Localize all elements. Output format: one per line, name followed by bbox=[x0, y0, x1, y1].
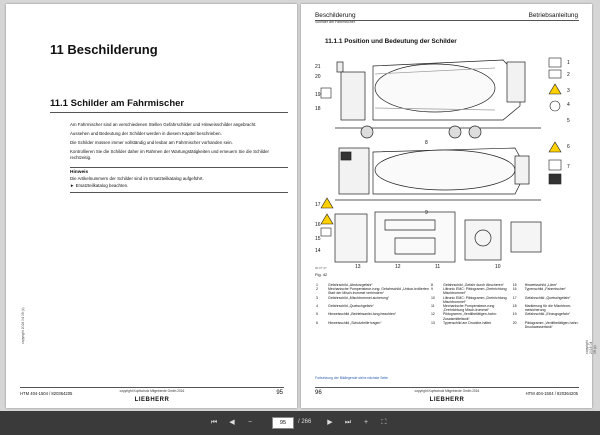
left-page bbox=[6, 4, 297, 408]
liebherr-logo: LIEBHERR bbox=[134, 397, 170, 403]
side-code-right: copyright 2016 04 09 (c) bbox=[585, 340, 597, 354]
legend-table bbox=[315, 283, 585, 329]
last-page-icon[interactable]: ⏭ bbox=[344, 419, 352, 426]
total-pages: / 266 bbox=[298, 419, 312, 425]
callout-14: 14 bbox=[315, 248, 321, 254]
figure-label: Fig. 42 bbox=[315, 272, 328, 277]
truck-top-view bbox=[335, 148, 541, 200]
callout-9: 9 bbox=[425, 210, 428, 216]
section-divider bbox=[50, 112, 288, 113]
page-number-input[interactable]: 95 bbox=[272, 417, 294, 429]
paragraph-4: Kontrollieren Sie die Schilder daher im Rahmen der Wartungstätigkeiten und erneuern Sie die Schilder rechtzeitig. bbox=[70, 149, 269, 160]
footer-doc-number: HTM 404-1504 / 820364205 bbox=[20, 391, 73, 396]
callout-19: 19 bbox=[315, 92, 321, 98]
paragraph-2: Aussehen und Bedeutung der Schilder werden in diesem Kapitel beschrieben. bbox=[70, 131, 222, 136]
callout-20: 20 bbox=[315, 74, 321, 80]
page-number: 95 bbox=[276, 390, 283, 396]
callout-13: 13 bbox=[355, 264, 361, 270]
first-page-icon[interactable]: ⏮ bbox=[210, 419, 218, 426]
subsection-title: 11.1.1 Position und Bedeutung der Schilder bbox=[325, 38, 457, 45]
truck-mixer-figure bbox=[315, 48, 577, 270]
callout-2: 2 bbox=[567, 72, 570, 78]
section-title: 11.1 Schilder am Fahrmischer bbox=[50, 98, 185, 109]
callout-3: 3 bbox=[567, 88, 570, 94]
legend-row: 1 Gefahrschild „Absturzgefahr“ 8 Gefahrschild „Gefahr durch Abscheren“ 15 Hinweisschild „Lärm“ bbox=[316, 283, 558, 287]
zoom-in-icon[interactable]: + bbox=[363, 419, 369, 426]
legend-row: 2 Mechanische Pumpensteue-rung: Gefahrschild „Unkon-trollierten Start der Misch-trommel verhindern“ 9 Liltronic EMC: Piktogramm „Drehrichtung Mischtrommel“ 16 Typenschild „Fahrmischer“ bbox=[316, 287, 566, 296]
callout-16: 16 bbox=[315, 222, 321, 228]
legend-continuation-link[interactable]: Fortsetzung der Bildlegende siehe nächste Seite bbox=[315, 376, 388, 380]
viewer-toolbar bbox=[0, 411, 600, 435]
callout-10: 10 bbox=[495, 264, 501, 270]
footer-divider-right bbox=[315, 387, 579, 388]
footer-copyright-right: copyright Kopfschutz Mitgebende Gmbh 2016 bbox=[414, 389, 480, 393]
header-right: Betriebsanleitung bbox=[528, 12, 578, 19]
callout-4: 4 bbox=[567, 102, 570, 108]
chapter-title: 11 Beschilderung bbox=[50, 42, 158, 57]
liebherr-logo-right: LIEBHERR bbox=[429, 397, 465, 403]
callout-18: 18 bbox=[315, 106, 321, 112]
right-page bbox=[301, 4, 597, 408]
footer-copyright: copyright Kopfschutz Mitgebende Gmbh 2016 bbox=[119, 389, 185, 393]
prev-page-icon[interactable]: ◀ bbox=[229, 419, 235, 426]
arrow-icon: ► bbox=[70, 183, 76, 188]
page-number-right: 96 bbox=[315, 390, 322, 396]
callout-17: 17 bbox=[315, 202, 321, 208]
callout-11: 11 bbox=[435, 264, 441, 270]
callout-7: 7 bbox=[567, 164, 570, 170]
footer-doc-number-right: HTM 404-1504 / 820364205 bbox=[525, 391, 578, 396]
truck-side-view bbox=[335, 60, 541, 138]
paragraph-3: Die Schilder müssen immer vollständig und lesbar am Fahrmischer vorhanden sein. bbox=[70, 140, 233, 145]
next-page-icon[interactable]: ▶ bbox=[327, 419, 333, 426]
note-title: Hinweis bbox=[70, 170, 89, 175]
detail-views bbox=[335, 212, 541, 262]
legend-row: 4 Gefahrschild „Quetschgefahr“ 11 Mechanische Pumpensteue-rung „Drehrichtung Misch-trommel“ 18 Markierung für die Mischtrom-melsicherung bbox=[316, 304, 572, 313]
callout-21: 21 bbox=[315, 64, 321, 70]
callout-6: 6 bbox=[567, 144, 570, 150]
legend-row: 3 Gefahrschild „Mischtrommel-sicherung“ 10 Liltronic EMC: Piktogramm „Drehrichtung Mischtrommel“ 17 Gefahrschild „Quetschgefahr“ bbox=[316, 295, 571, 304]
figure-code: 90 07 07 bbox=[315, 266, 327, 270]
legend-row: 6 Hinweisschild „Schutzbrille tragen“ 13 Typenschild am Druckbe-hälter 20 Piktogramm „Ventilbetätigen-hahn: Druckwassertank“ bbox=[316, 320, 579, 330]
header-left: Beschilderung bbox=[315, 12, 356, 19]
note-text: Die Artikelnummern der Schilder sind im Ersatzteilkatalog aufgeführt. bbox=[70, 176, 204, 181]
callout-12: 12 bbox=[395, 264, 401, 270]
footer-divider bbox=[20, 387, 284, 388]
fullscreen-icon[interactable]: ⛶ bbox=[381, 419, 387, 426]
note-bullet: ► Ersatzteilkatalog beachten. bbox=[70, 183, 129, 188]
side-code: copyright 2016 04 09 (c) bbox=[21, 307, 25, 344]
zoom-out-icon[interactable]: − bbox=[247, 419, 253, 426]
note-end-divider bbox=[70, 192, 288, 193]
note-divider bbox=[70, 167, 288, 168]
header-subtitle: Schilder am Fahrmischer bbox=[315, 20, 355, 24]
callout-1: 1 bbox=[567, 60, 570, 66]
callout-5: 5 bbox=[567, 118, 570, 124]
paragraph-1: Am Fahrmischer sind an verschiedenen Stellen Gefahrschilder und Hinweisschilder angebracht. bbox=[70, 122, 257, 127]
callout-15: 15 bbox=[315, 236, 321, 242]
callout-8: 8 bbox=[425, 140, 428, 146]
legend-row: 5 Hinweisschild „Betriebsanlei-tung beachten“ 12 Piktogramm „Ventilbetätigen-hahn: Zusatzmitteltank“ 19 Gefahrschild „Einzugsgefahr“ bbox=[316, 312, 571, 321]
